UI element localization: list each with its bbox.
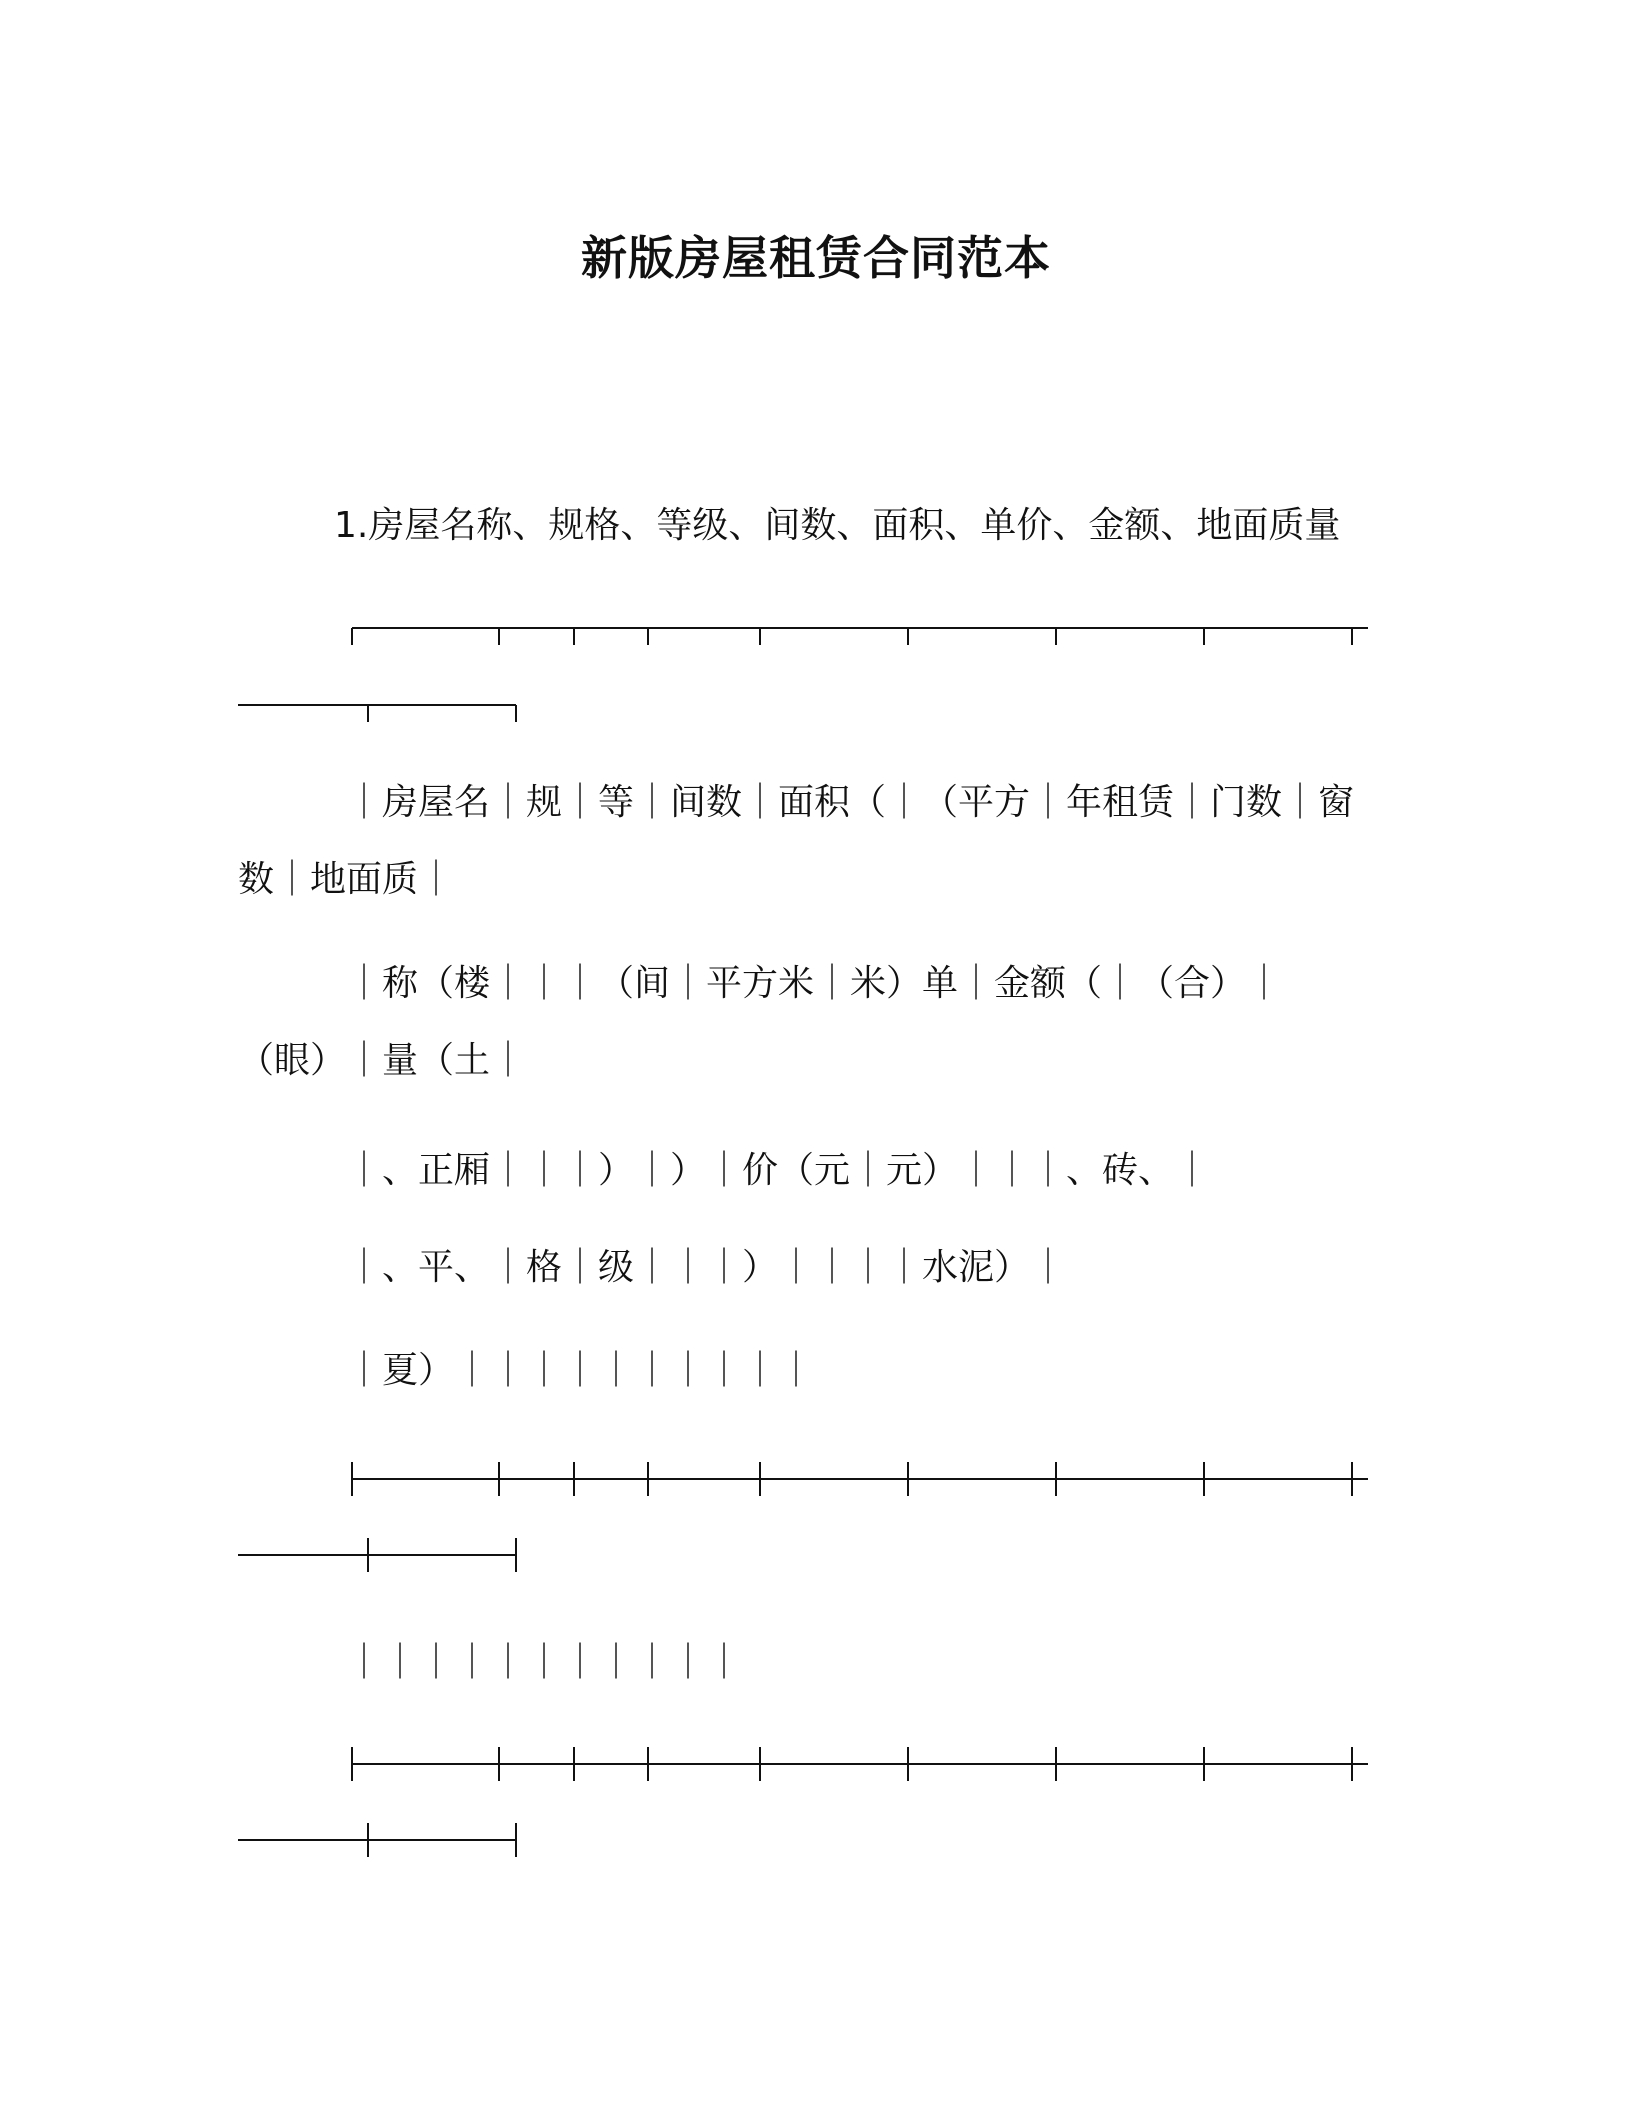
table-border-row-3 (238, 1747, 1368, 1857)
table-text-line: 数｜地面质｜ (238, 859, 455, 900)
table-text-line: ｜称（楼｜｜｜（间｜平方米｜米）单｜金额（｜（合）｜ (346, 963, 1283, 1004)
table-text-line: ｜｜｜｜｜｜｜｜｜｜｜ (346, 1642, 743, 1683)
table-border-row-2 (238, 1462, 1368, 1572)
document-title: 新版房屋租赁合同范本 (581, 231, 1051, 285)
table-text-line: ｜、正厢｜｜｜）｜）｜价（元｜元）｜｜｜、砖、｜ (346, 1150, 1211, 1191)
section-heading: 1.房屋名称、规格、等级、间数、面积、单价、金额、地面质量 (334, 505, 1341, 546)
table-text-line: ｜房屋名｜规｜等｜间数｜面积（｜（平方｜年租赁｜门数｜窗 (346, 782, 1355, 823)
table-text-line: ｜、平、｜格｜级｜｜｜）｜｜｜｜水泥）｜ (346, 1247, 1067, 1288)
table-border-row-1 (238, 628, 1368, 722)
table-text-line: （眼）｜量（土｜ (238, 1040, 527, 1081)
table-text-line: ｜夏）｜｜｜｜｜｜｜｜｜｜ (346, 1350, 815, 1391)
